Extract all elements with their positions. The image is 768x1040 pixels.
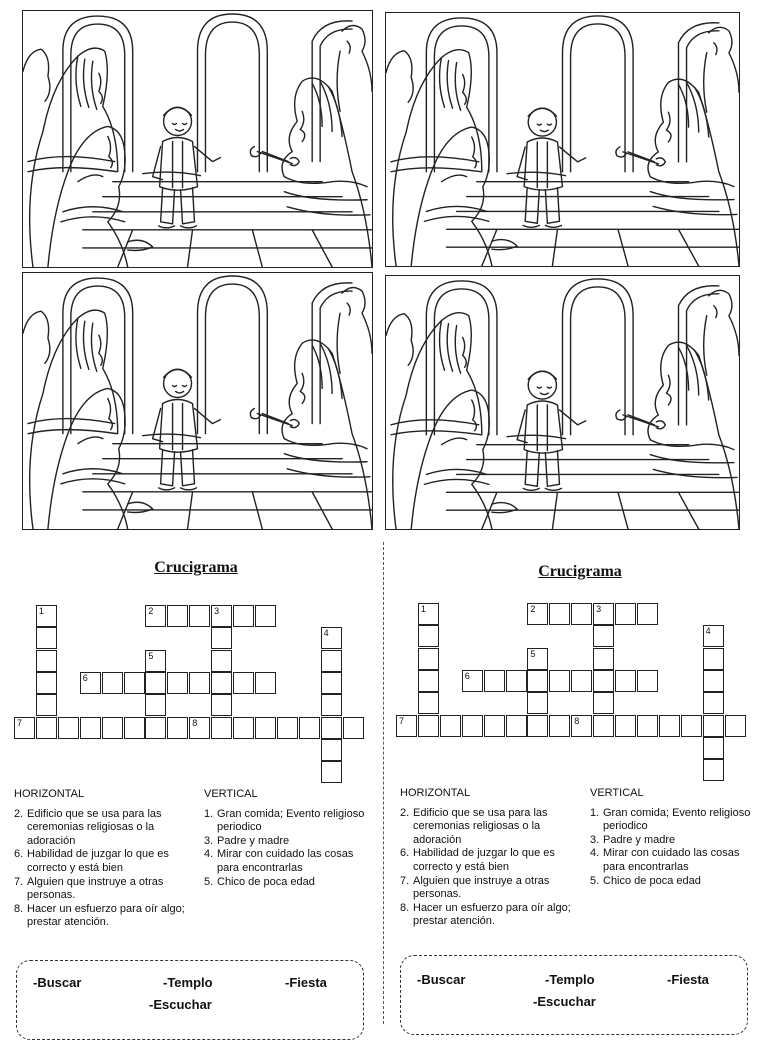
crossword-cell[interactable] [506,715,527,737]
coloring-picture-4 [385,275,740,530]
clue-v4: 4. Mirar con cuidado las cosas para encontrarlas [590,847,740,873]
crossword-cell[interactable] [593,715,614,737]
crossword-cell[interactable] [703,692,724,714]
crossword-cell[interactable] [659,715,680,737]
crossword-cell[interactable] [440,715,461,737]
crossword-cell[interactable] [321,627,342,649]
crossword-cell[interactable] [36,605,57,627]
crossword-cell[interactable] [124,717,145,739]
clue-v5: 5. Chico de poca edad [590,874,701,887]
crossword-cell[interactable] [418,692,439,714]
crossword-cell[interactable] [462,670,483,692]
clue-v4: 4. Mirar con cuidado las cosas para encontrarlas [204,848,354,874]
clue-number: 6 [82,672,88,683]
crossword-right [384,555,764,1024]
crossword-cell[interactable] [343,717,364,739]
word-bank [16,960,364,1040]
crossword-cell[interactable] [124,672,145,694]
crossword-cell[interactable] [233,717,254,739]
word-bank-item: -Templo [545,972,595,987]
crossword-title: Crucigrama [154,559,238,576]
crossword-cell[interactable] [145,717,166,739]
crossword-cell[interactable] [637,715,658,737]
horizontal-heading: HORIZONTAL [14,788,85,800]
crossword-cell[interactable] [211,650,232,672]
crossword-cell[interactable] [211,605,232,627]
crossword-cell[interactable] [527,715,548,737]
clue-h7: 7. Alguien que instruye a otras personas. [400,874,550,901]
crossword-cell[interactable] [418,715,439,737]
coloring-picture-2 [385,12,740,267]
crossword-cell[interactable] [703,625,724,647]
clue-v3: 3. Padre y madre [590,833,676,846]
clue-number: 7 [399,715,405,726]
crossword-cell[interactable] [571,715,592,737]
crossword-cell[interactable] [189,605,210,627]
crossword-cell[interactable] [58,717,79,739]
crossword-cell[interactable] [145,672,166,694]
crossword-cell[interactable] [80,717,101,739]
horizontal-clues [400,787,585,929]
clue-number: 2 [148,606,154,616]
clue-number: 1 [420,604,426,614]
crossword-cell[interactable] [527,603,548,625]
crossword-cell[interactable] [189,717,210,739]
clue-v1: 1. Gran comida; Evento religioso periodico [204,807,365,834]
crossword-cell[interactable] [211,694,232,716]
clue-number: 4 [705,626,711,637]
crossword-cell[interactable] [233,672,254,694]
crossword-cell[interactable] [593,692,614,714]
crossword-cell[interactable] [321,717,342,739]
crossword-cell[interactable] [703,737,724,759]
crossword-cell[interactable] [211,717,232,739]
crossword-cell[interactable] [506,670,527,692]
coloring-picture-3 [22,272,373,530]
crossword-cell[interactable] [615,603,636,625]
crossword-cell[interactable] [418,625,439,647]
clue-number: 1 [38,606,44,616]
crossword-cell[interactable] [637,603,658,625]
crossword-cell[interactable] [255,605,276,627]
crossword-cell[interactable] [14,717,35,739]
crossword-cell[interactable] [703,648,724,670]
clue-number: 5 [530,648,536,659]
crossword-cell[interactable] [681,715,702,737]
crossword-cell[interactable] [211,672,232,694]
clue-h2: 2. Edificio que se usa para las ceremonias religiosas o la adoración [14,807,162,847]
crossword-cell[interactable] [418,603,439,625]
vertical-heading: VERTICAL [590,787,644,799]
crossword-cell[interactable] [189,672,210,694]
clue-number: 4 [323,628,329,639]
crossword-cell[interactable] [593,625,614,647]
crossword-cell[interactable] [277,717,298,739]
crossword-cell[interactable] [145,650,166,672]
clue-number: 8 [192,717,198,728]
clue-h6: 6. Habilidad de juzgar lo que es correcto y está bien [14,848,169,874]
vertical-clues [204,788,376,889]
clue-h6: 6. Habilidad de juzgar lo que es correcto y está bien [400,847,555,873]
crossword-cell[interactable] [255,717,276,739]
crossword-cell[interactable] [36,672,57,694]
crossword-cell[interactable] [36,717,57,739]
crossword-cell[interactable] [571,603,592,625]
word-bank-item: -Escuchar [149,997,212,1012]
clue-h7: 7. Alguien que instruye a otras personas. [14,875,164,902]
clue-number: 7 [17,717,23,728]
clue-h8: 8. Hacer un esfuerzo para oír algo; prestar atención. [400,901,571,928]
clue-number: 3 [596,604,602,614]
crossword-cell[interactable] [418,670,439,692]
crossword-cell[interactable] [167,605,188,627]
crossword-cell[interactable] [36,627,57,649]
crossword-cell[interactable] [418,648,439,670]
word-bank-item: -Escuchar [533,994,596,1009]
vertical-clues [590,787,762,888]
clue-number: 6 [464,670,470,681]
crossword-cell[interactable] [321,672,342,694]
crossword-cell[interactable] [211,627,232,649]
crossword-cell[interactable] [549,670,570,692]
crossword-cell[interactable] [299,717,320,739]
crossword-cell[interactable] [255,672,276,694]
clue-h8: 8. Hacer un esfuerzo para oír algo; prestar atención. [14,902,185,929]
horizontal-heading: HORIZONTAL [400,787,471,799]
crossword-cell[interactable] [102,717,123,739]
crossword-cell[interactable] [549,715,570,737]
crossword-cell[interactable] [703,715,724,737]
crossword-cell[interactable] [593,670,614,692]
crossword-cell[interactable] [703,759,724,781]
crossword-cell[interactable] [615,715,636,737]
clue-number: 8 [574,715,580,726]
crossword-cell[interactable] [703,670,724,692]
clue-h2: 2. Edificio que se usa para las ceremonias religiosas o la adoración [400,806,548,846]
crossword-cell[interactable] [462,715,483,737]
crossword-cell[interactable] [484,670,505,692]
crossword-cell[interactable] [321,694,342,716]
crossword-cell[interactable] [102,672,123,694]
crossword-cell[interactable] [167,717,188,739]
crossword-cell[interactable] [80,672,101,694]
word-bank-item: -Templo [163,975,213,990]
crossword-cell[interactable] [167,672,188,694]
crossword-cell[interactable] [396,715,417,737]
crossword-cell[interactable] [484,715,505,737]
crossword-cell[interactable] [593,648,614,670]
vertical-heading: VERTICAL [204,788,258,800]
crossword-cell[interactable] [36,694,57,716]
crossword-cell[interactable] [321,739,342,761]
clue-v3: 3. Padre y madre [204,834,290,847]
crossword-cell[interactable] [145,605,166,627]
crossword-cell[interactable] [321,761,342,783]
clue-number: 3 [214,606,220,616]
horizontal-clues [14,788,199,930]
clue-number: 5 [148,650,154,661]
crossword-left [0,555,380,1024]
crossword-cell[interactable] [615,670,636,692]
coloring-picture-1 [22,10,373,268]
crossword-cell[interactable] [233,605,254,627]
clue-v1: 1. Gran comida; Evento religioso periodico [590,806,751,833]
crossword-cell[interactable] [571,670,592,692]
clue-number: 2 [530,604,536,614]
crossword-cell[interactable] [527,670,548,692]
word-bank-item: -Buscar [417,972,466,987]
crossword-cell[interactable] [549,603,570,625]
crossword-cell[interactable] [527,648,548,670]
word-bank-item: -Fiesta [285,975,327,990]
word-bank-item: -Fiesta [667,972,709,987]
crossword-cell[interactable] [145,694,166,716]
crossword-cell[interactable] [527,692,548,714]
crossword-cell[interactable] [637,670,658,692]
crossword-title: Crucigrama [538,563,622,580]
word-bank [400,955,748,1035]
clue-v5: 5. Chico de poca edad [204,875,315,888]
word-bank-item: -Buscar [33,975,82,990]
crossword-cell[interactable] [593,603,614,625]
crossword-cell[interactable] [321,650,342,672]
crossword-cell[interactable] [36,650,57,672]
crossword-cell[interactable] [725,715,746,737]
